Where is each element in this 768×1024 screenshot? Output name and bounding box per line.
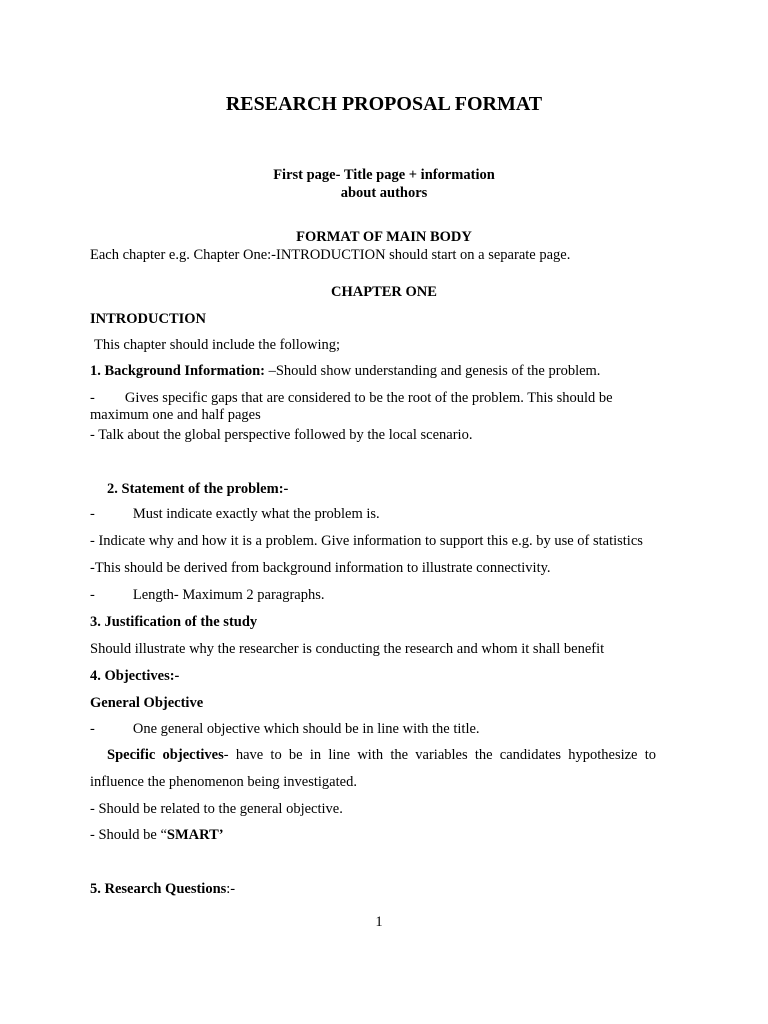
general-objective-heading: General Objective: [90, 695, 204, 711]
objectives-bullet-related: - Should be related to the general objective.: [90, 801, 343, 817]
bullet-dash: -: [90, 587, 95, 603]
background-heading: 1. Background Information:: [90, 363, 265, 379]
research-questions-line: [90, 880, 235, 898]
specific-objectives-line-2: influence the phenomenon being investigated.: [90, 774, 357, 790]
chapter-heading: CHAPTER ONE: [331, 284, 437, 300]
background-bullet-1-cont: maximum one and half pages: [90, 407, 261, 423]
statement-bullet-2: - Indicate why and how it is a problem. Give information to support this e.g. by use of statistics: [90, 533, 643, 549]
background-bullet-1: [90, 389, 613, 407]
smart-label: SMART’: [166, 827, 224, 843]
specific-objectives-label: Specific objectives: [107, 747, 224, 763]
statement-bullet-3: -This should be derived from background information to illustrate connectivity.: [90, 560, 551, 576]
statement-bullet-1-text: Must indicate exactly what the problem is.: [132, 506, 380, 522]
document-title: RESEARCH PROPOSAL FORMAT: [225, 93, 543, 115]
bullet-dash: -: [90, 390, 95, 406]
specific-objectives-text: - have to be in line with the variables the candidates hypothesize to: [223, 747, 656, 763]
background-bullet-2: - Talk about the global perspective followed by the local scenario.: [90, 427, 473, 443]
general-objective-bullet: [90, 720, 480, 738]
intro-heading: INTRODUCTION: [90, 311, 207, 327]
justification-heading: 3. Justification of the study: [90, 614, 258, 630]
statement-bullet-1: [90, 505, 380, 523]
statement-bullet-4: [90, 586, 325, 604]
general-objective-text: One general objective which should be in line with the title.: [132, 721, 480, 737]
justification-text: Should illustrate why the researcher is conducting the research and whom it shall benefit: [90, 641, 605, 657]
statement-bullet-4-text: Length- Maximum 2 paragraphs.: [132, 587, 325, 603]
specific-objectives-line-1: [90, 746, 656, 764]
background-line: [90, 362, 600, 380]
bullet-dash: -: [90, 721, 95, 737]
format-main-body-heading: FORMAT OF MAIN BODY: [296, 229, 472, 245]
research-questions-heading: 5. Research Questions: [90, 881, 227, 897]
smart-prefix: - Should be “: [90, 827, 167, 843]
background-bullet-1-text: Gives specific gaps that are considered to be the root of the problem. This should be: [124, 390, 613, 406]
background-text: –Should show understanding and genesis of the problem.: [264, 363, 601, 379]
page-number: 1: [375, 914, 383, 930]
format-main-body-text: Each chapter e.g. Chapter One:-INTRODUCTION should start on a separate page.: [90, 247, 571, 263]
statement-heading: 2. Statement of the problem:-: [107, 481, 289, 497]
objectives-bullet-smart: [90, 826, 224, 844]
first-page-line-2: about authors: [340, 185, 428, 201]
bullet-dash: -: [90, 506, 95, 522]
research-questions-suffix: :-: [226, 881, 236, 897]
first-page-line-1: First page- Title page + information: [273, 167, 495, 183]
intro-text: This chapter should include the following;: [94, 337, 341, 353]
objectives-heading: 4. Objectives:-: [90, 668, 180, 684]
